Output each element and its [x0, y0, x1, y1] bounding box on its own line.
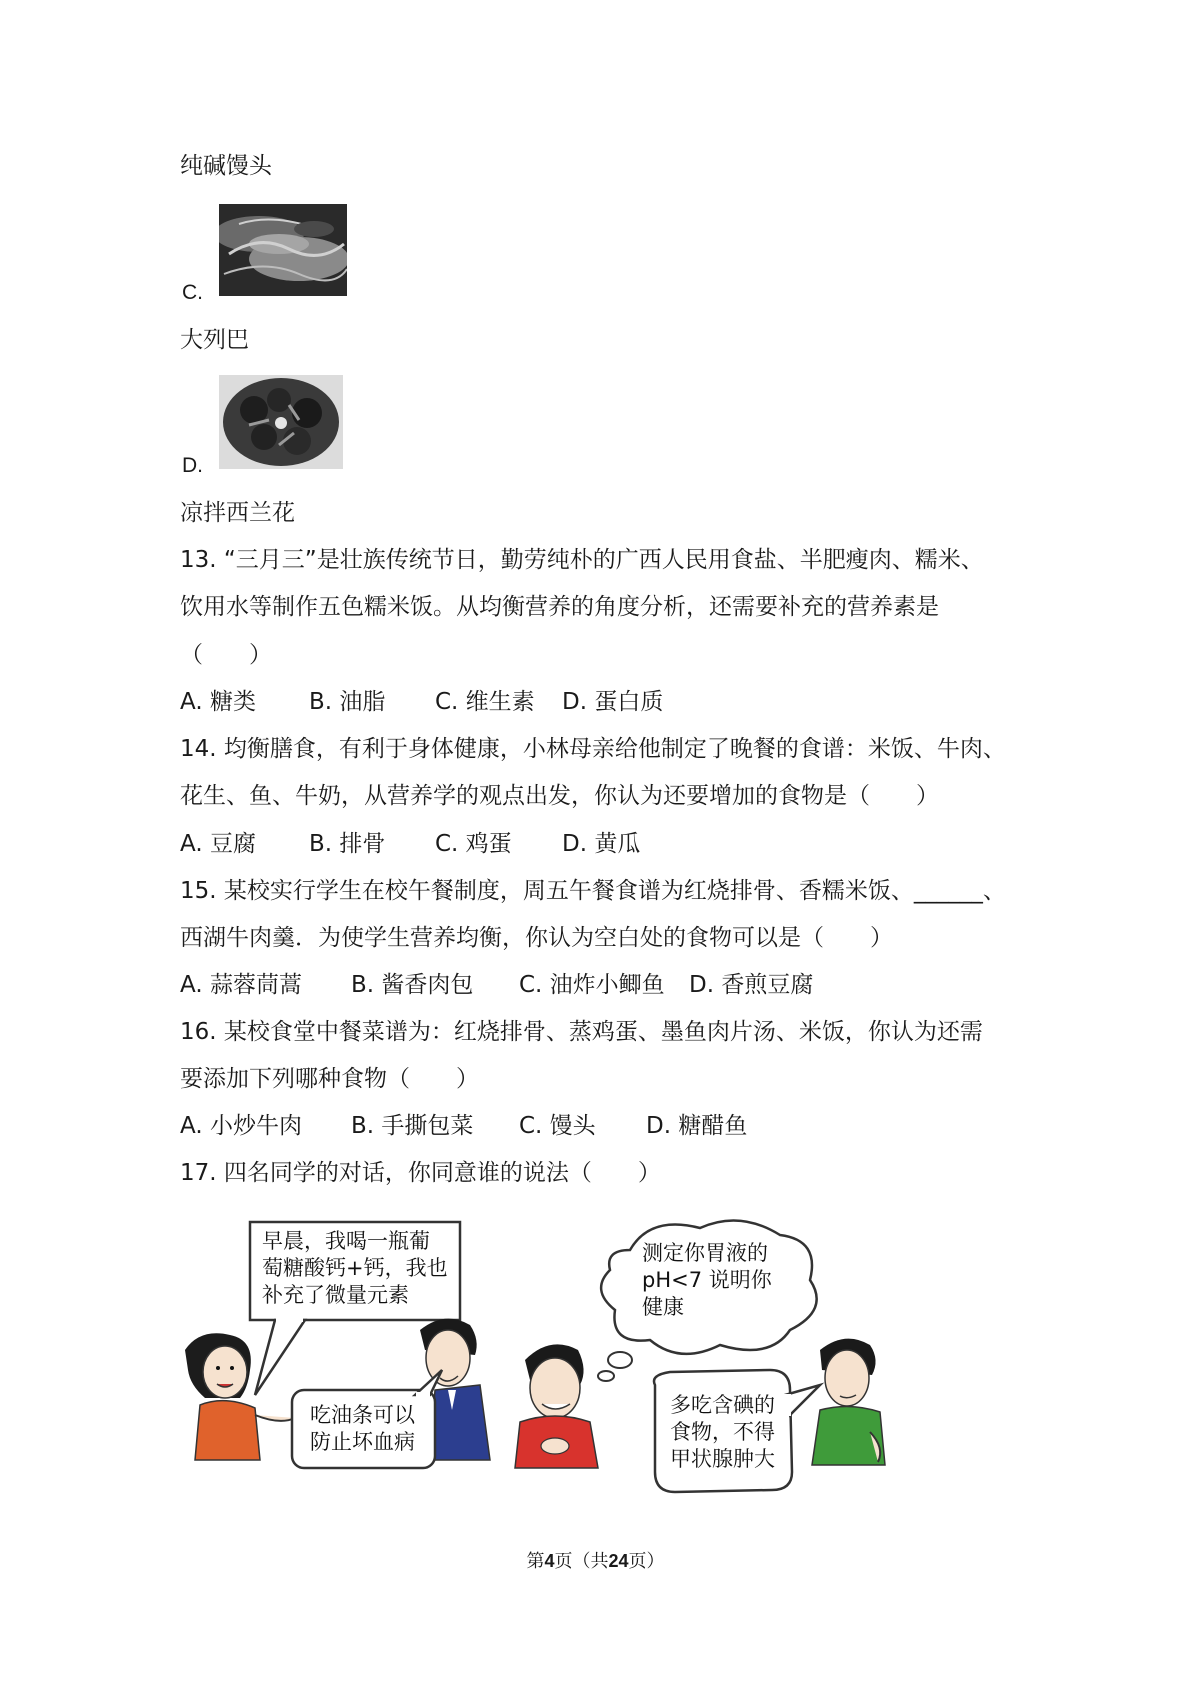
q13-option-a: A. 糖类 — [180, 689, 256, 715]
q13-line3: （ ） — [180, 642, 272, 668]
q13-option-d: D. 蛋白质 — [562, 689, 664, 715]
da-lie-ba-photo — [219, 204, 347, 296]
q14-line1: 14. 均衡膳食，有利于身体健康，小林母亲给他制定了晚餐的食谱：米饭、牛肉、 — [180, 736, 1006, 762]
q16-option-a: A. 小炒牛肉 — [180, 1113, 302, 1139]
footer-prefix: 第 — [526, 1551, 545, 1572]
q16-option-c: C. 馒头 — [519, 1113, 596, 1139]
item-d-caption: 凉拌西兰花 — [180, 500, 295, 526]
footer-suffix: 页） — [628, 1551, 665, 1572]
page-footer — [0, 1547, 1191, 1573]
bubble-3-text: 测定你胃液的 pH<7 说明你 健康 — [642, 1241, 772, 1319]
q13-option-c: C. 维生素 — [435, 689, 535, 715]
bubble-4-text: 多吃含碘的 食物，不得 甲状腺肿大 — [670, 1393, 775, 1471]
q15-line1: 15. 某校实行学生在校午餐制度，周五午餐食谱为红烧排骨、香糯米饭、______、 — [180, 878, 1006, 904]
q14-option-c: C. 鸡蛋 — [435, 831, 512, 857]
q13-line1: 13. “三月三”是壮族传统节日，勤劳纯朴的广西人民用食盐、半肥瘦肉、糯米、 — [180, 547, 984, 573]
broccoli-photo — [219, 375, 343, 469]
q15-line2: 西湖牛肉羹．为使学生营养均衡，你认为空白处的食物可以是（ ） — [180, 925, 893, 951]
q15-option-a: A. 蒜蓉茼蒿 — [180, 972, 302, 998]
q16-option-d: D. 糖醋鱼 — [646, 1113, 748, 1139]
q13-line2: 饮用水等制作五色糯米饭。从均衡营养的角度分析，还需要补充的营养素是 — [180, 594, 939, 620]
bubble-2-text: 吃油条可以 防止坏血病 — [310, 1403, 415, 1454]
item-c-caption: 大列巴 — [180, 327, 249, 353]
item-b-caption: 纯碱馒头 — [180, 153, 272, 179]
item-c-label: C. — [182, 281, 203, 304]
footer-total-pages: 24 — [608, 1551, 629, 1571]
q15-option-b: B. 酱香肉包 — [351, 972, 474, 998]
item-d-label: D. — [182, 454, 203, 477]
bubble-1-text: 早晨，我喝一瓶葡 萄糖酸钙+钙，我也 补充了微量元素 — [262, 1229, 448, 1307]
q13-option-b: B. 油脂 — [309, 689, 386, 715]
q14-line2: 花生、鱼、牛奶，从营养学的观点出发，你认为还要增加的食物是（ ） — [180, 783, 939, 809]
q15-option-c: C. 油炸小鲫鱼 — [519, 972, 665, 998]
q16-option-b: B. 手撕包菜 — [351, 1113, 474, 1139]
q14-option-b: B. 排骨 — [309, 831, 386, 857]
students-dialogue-cartoon — [180, 1210, 920, 1510]
q14-option-d: D. 黄瓜 — [562, 831, 641, 857]
q16-line1: 16. 某校食堂中餐菜谱为：红烧排骨、蒸鸡蛋、墨鱼肉片汤、米饭，你认为还需 — [180, 1019, 983, 1045]
boy-red-shirt-figure — [515, 1344, 598, 1468]
q16-line2: 要添加下列哪种食物（ ） — [180, 1066, 479, 1092]
footer-middle: 页（共 — [554, 1551, 609, 1572]
q15-option-d: D. 香煎豆腐 — [689, 972, 814, 998]
q14-option-a: A. 豆腐 — [180, 831, 256, 857]
q17-line1: 17. 四名同学的对话，你同意谁的说法（ ） — [180, 1160, 661, 1186]
footer-page-number: 4 — [544, 1551, 555, 1571]
boy-green-shirt-figure — [812, 1339, 885, 1465]
